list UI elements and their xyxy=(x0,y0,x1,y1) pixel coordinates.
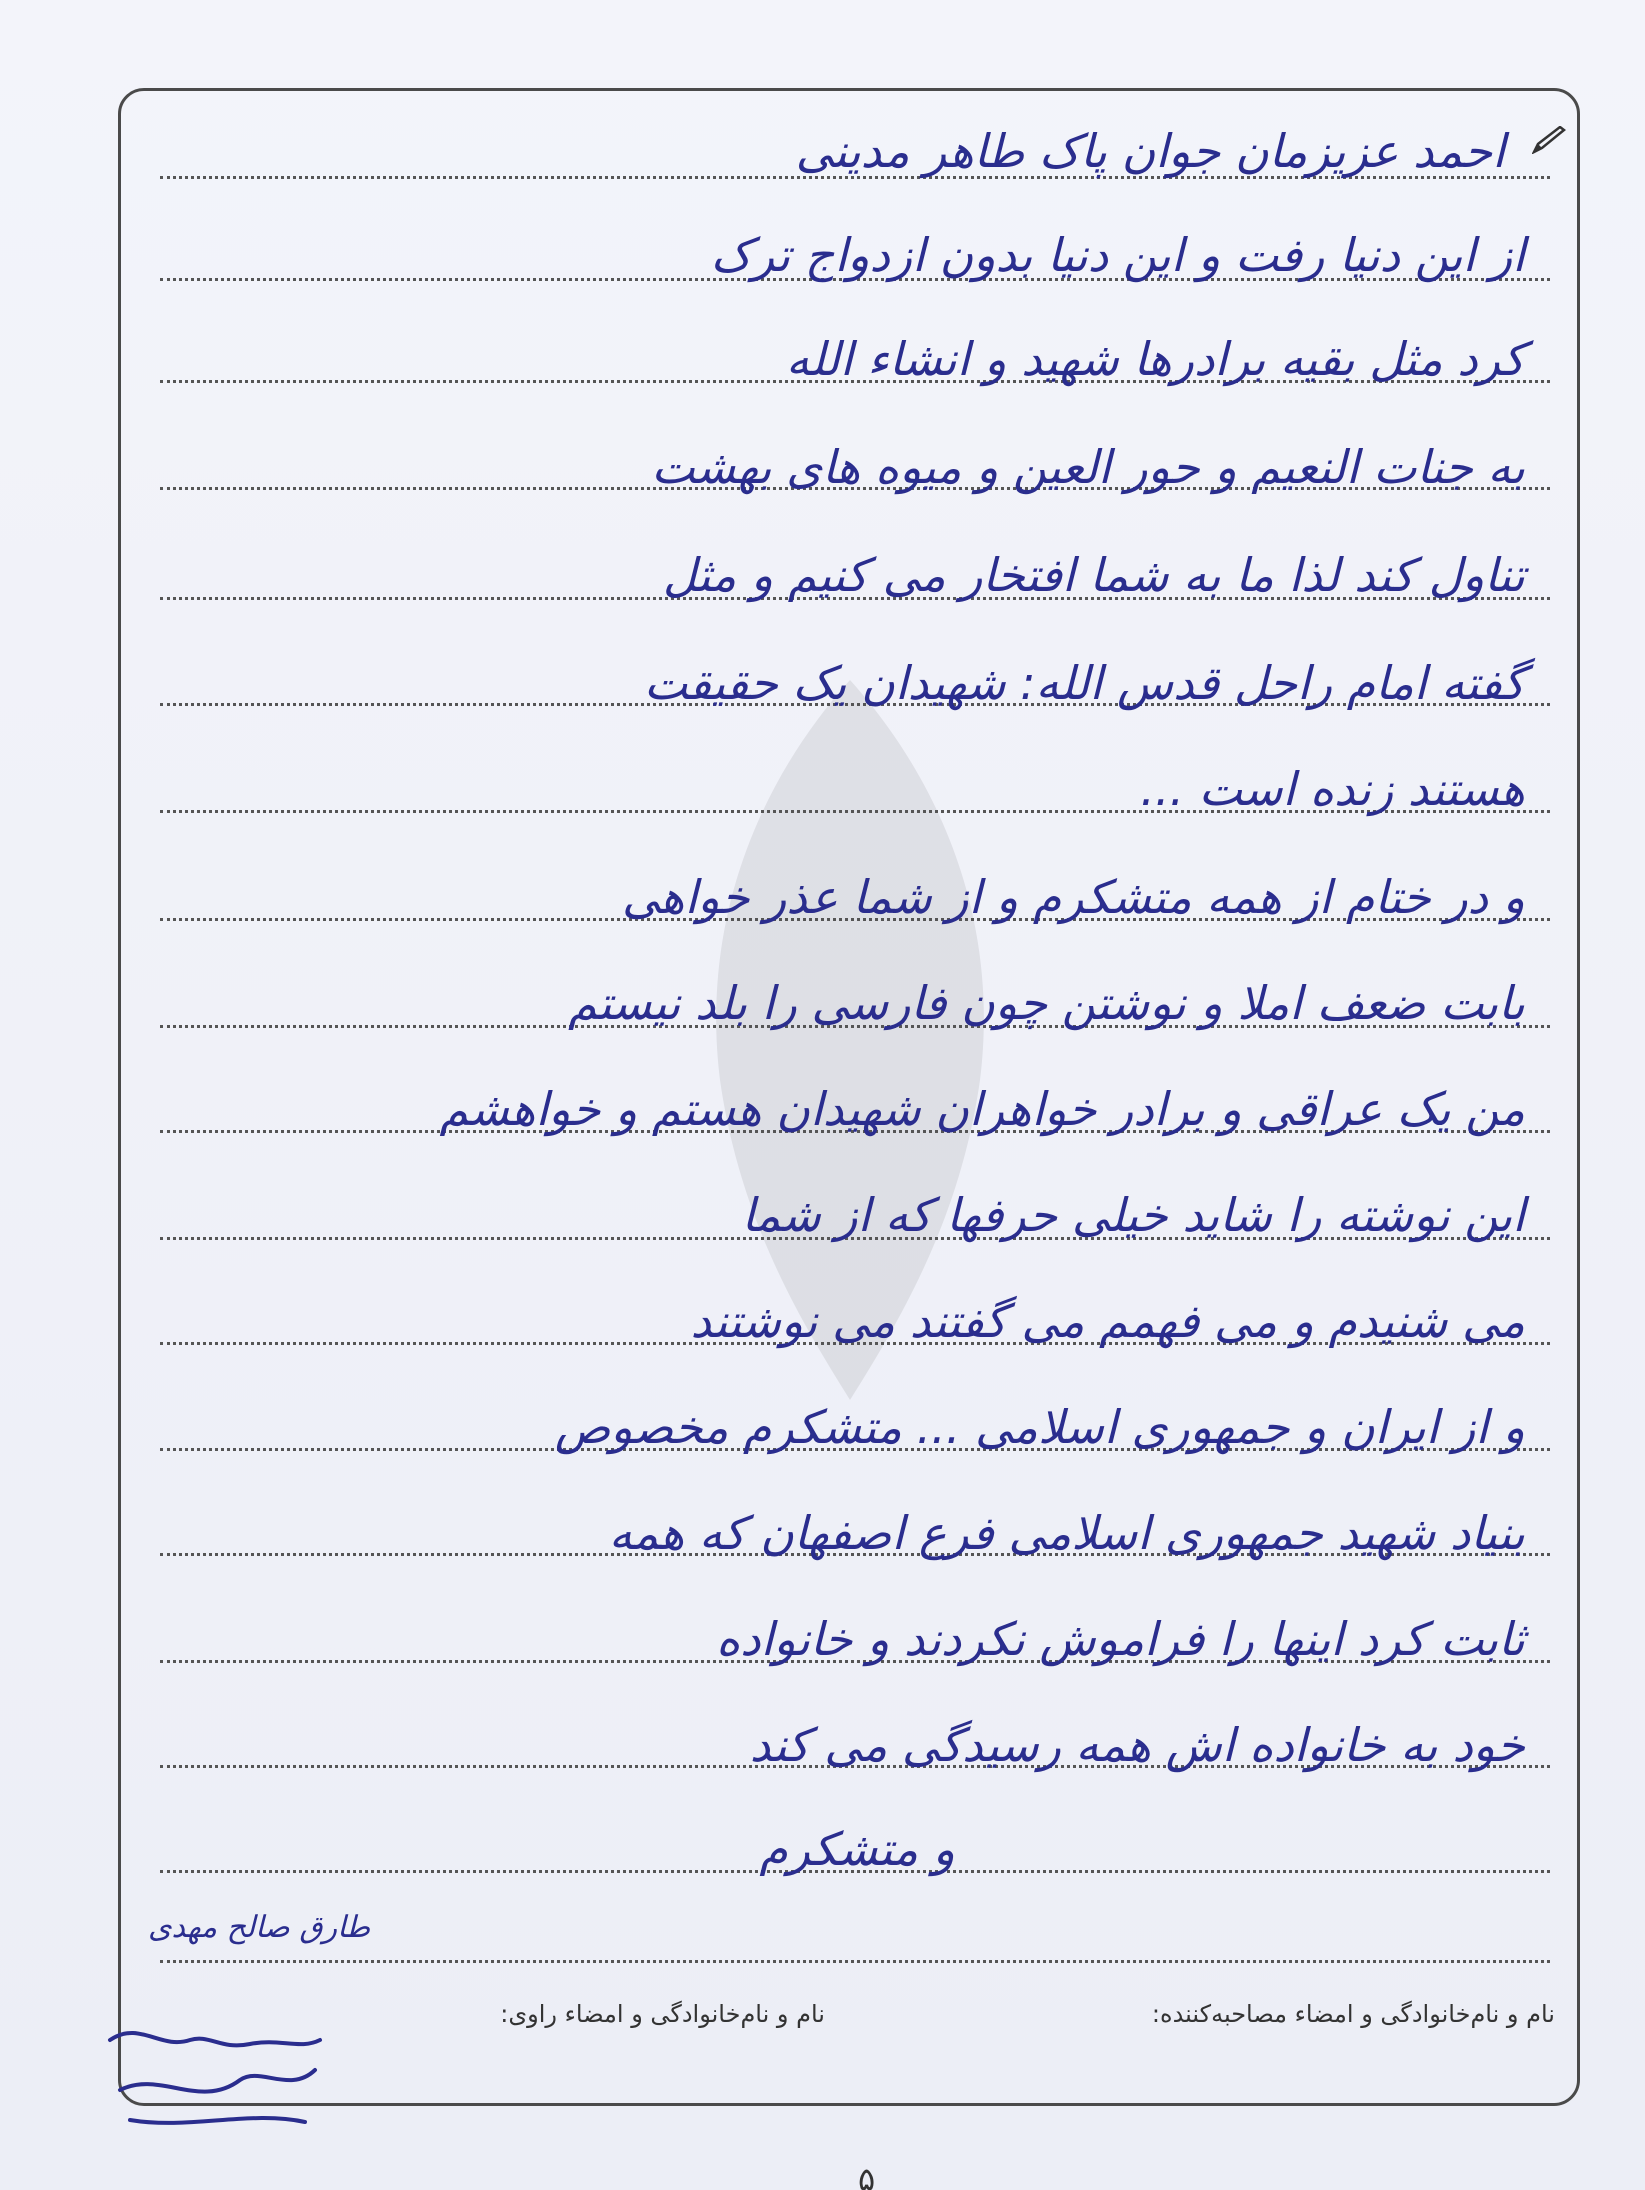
handwritten-line: احمد عزیزمان جوان پاک طاهر مدینی xyxy=(795,124,1505,178)
handwritten-line: ثابت کرد اینها را فراموش نکردند و خانواده xyxy=(716,1612,1525,1666)
pen-icon xyxy=(1532,126,1566,154)
handwritten-line: گفته امام راحل قدس الله: شهیدان یک حقیقت xyxy=(643,656,1525,710)
narrator-signature-label: نام و نام‌خانوادگی و امضاء راوی: xyxy=(500,2000,825,2028)
handwritten-line: بنیاد شهید جمهوری اسلامی فرع اصفهان که همه xyxy=(608,1506,1525,1560)
handwritten-line: تناول کند لذا ما به شما افتخار می کنیم و مثل xyxy=(662,548,1525,602)
handwritten-line: از این دنیا رفت و این دنیا بدون ازدواج ترک xyxy=(710,228,1525,282)
handwritten-line: کرد مثل بقیه برادرها شهید و انشاء الله xyxy=(786,332,1525,386)
handwritten-line: می شنیدم و می فهمم می گفتند می نوشتند xyxy=(690,1294,1525,1348)
handwritten-line: و در ختام از همه متشکرم و از شما عذر خواهی xyxy=(621,870,1525,924)
ruled-line xyxy=(160,1960,1550,1963)
narrator-signature-scribble xyxy=(100,2010,330,2140)
handwritten-line: خود به خانواده اش همه رسیدگی می کند xyxy=(749,1718,1525,1772)
handwritten-line: و از ایران و جمهوری اسلامی ... متشکرم مخصوص xyxy=(554,1400,1525,1454)
handwritten-line: بابت ضعف املا و نوشتن چون فارسی را بلد نیستم xyxy=(568,976,1525,1030)
handwritten-line: این نوشته را شاید خیلی حرفها که از شما xyxy=(741,1188,1525,1242)
narrator-signature-name: طارق صالح مهدی xyxy=(148,1910,371,1945)
handwritten-line: به جنات النعیم و حور العین و میوه های بهشت xyxy=(651,440,1525,494)
handwritten-line: و متشکرم xyxy=(759,1822,955,1876)
page-number: ۵ xyxy=(858,2160,876,2190)
handwritten-line: من یک عراقی و برادر خواهران شهیدان هستم و خواهشم xyxy=(439,1082,1525,1136)
interviewer-signature-label: نام و نام‌خانوادگی و امضاء مصاحبه‌کننده: xyxy=(1151,2000,1555,2028)
handwritten-line: هستند زنده است ... xyxy=(1140,762,1525,816)
